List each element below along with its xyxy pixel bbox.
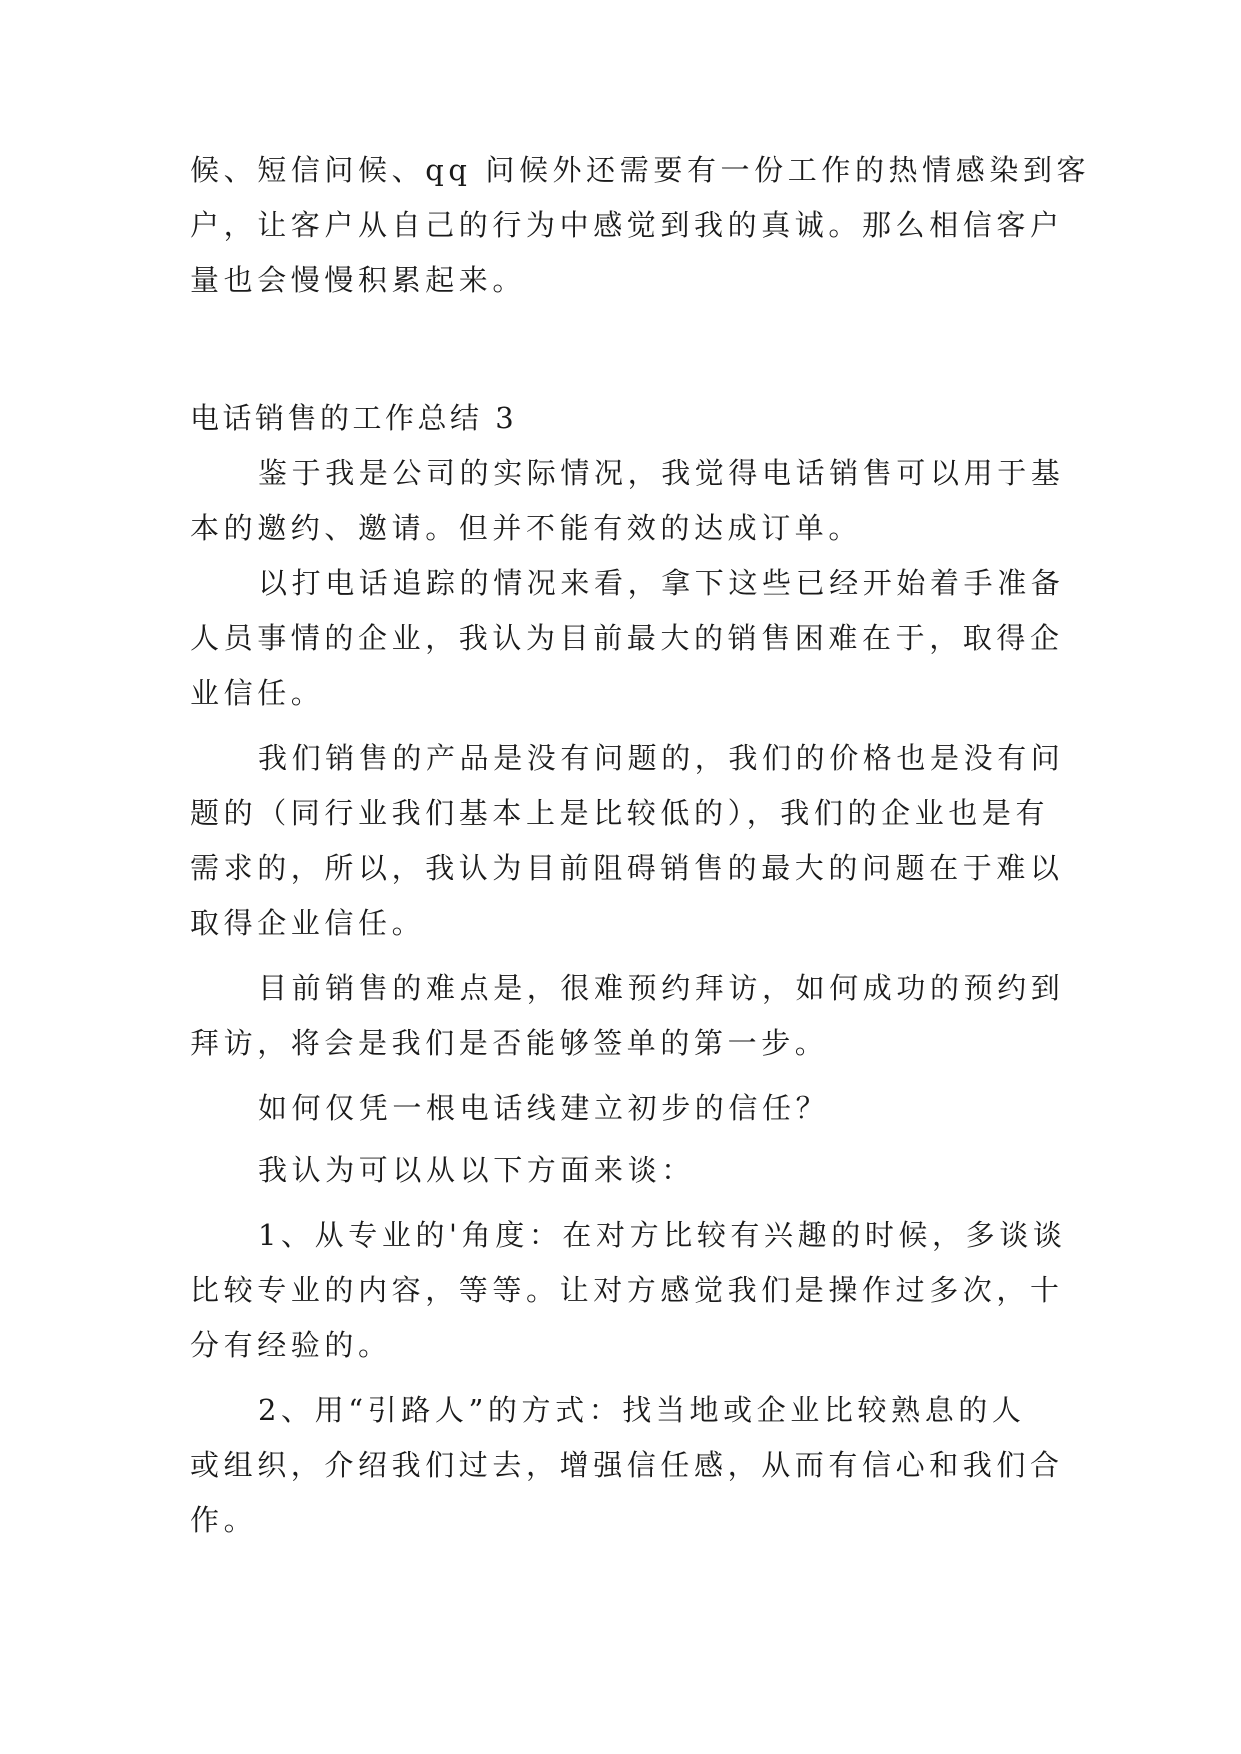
paragraph-line: 需求的，所以，我认为目前阻碍销售的最大的问题在于难以 [190,851,1064,885]
paragraph-line: 如何仅凭一根电话线建立初步的信任？ [258,1091,830,1125]
paragraph-line: 我认为可以从以下方面来谈： [258,1153,695,1187]
section-title: 电话销售的工作总结 3 [190,401,518,435]
paragraph-line: 或组织，介绍我们过去，增强信任感，从而有信心和我们合 [190,1448,1064,1482]
paragraph-line: 以打电话追踪的情况来看，拿下这些已经开始着手准备 [258,566,1065,600]
intro-line: 量也会慢慢积累起来。 [190,263,527,297]
paragraph-line: 本的邀约、邀请。但并不能有效的达成订单。 [190,511,863,545]
intro-line: 户，让客户从自己的行为中感觉到我的真诚。那么相信客户 [190,208,1064,242]
paragraph-line: 业信任。 [190,676,325,710]
intro-line: 候、短信问候、qq 问候外还需要有一份工作的热情感染到客 [190,153,1091,187]
paragraph-line: 作。 [190,1503,258,1537]
paragraph-line: 1、从专业的'角度：在对方比较有兴趣的时候，多谈谈 [258,1218,1067,1252]
paragraph-line: 目前销售的难点是，很难预约拜访，如何成功的预约到 [258,971,1065,1005]
paragraph-line: 拜访，将会是我们是否能够签单的第一步。 [190,1026,829,1060]
paragraph-line: 分有经验的。 [190,1328,392,1362]
paragraph-line: 鉴于我是公司的实际情况，我觉得电话销售可以用于基 [258,456,1065,490]
paragraph-line: 比较专业的内容，等等。让对方感觉我们是操作过多次，十 [190,1273,1064,1307]
paragraph-line: 取得企业信任。 [190,906,426,940]
paragraph-line: 题的（同行业我们基本上是比较低的），我们的企业也是有 [190,796,1050,830]
paragraph-line: 人员事情的企业，我认为目前最大的销售困难在于，取得企 [190,621,1064,655]
paragraph-line: 2、用“引路人”的方式：找当地或企业比较熟息的人 [258,1393,1026,1427]
document-body [190,0,1090,1754]
paragraph-line: 我们销售的产品是没有问题的，我们的价格也是没有问 [258,741,1065,775]
